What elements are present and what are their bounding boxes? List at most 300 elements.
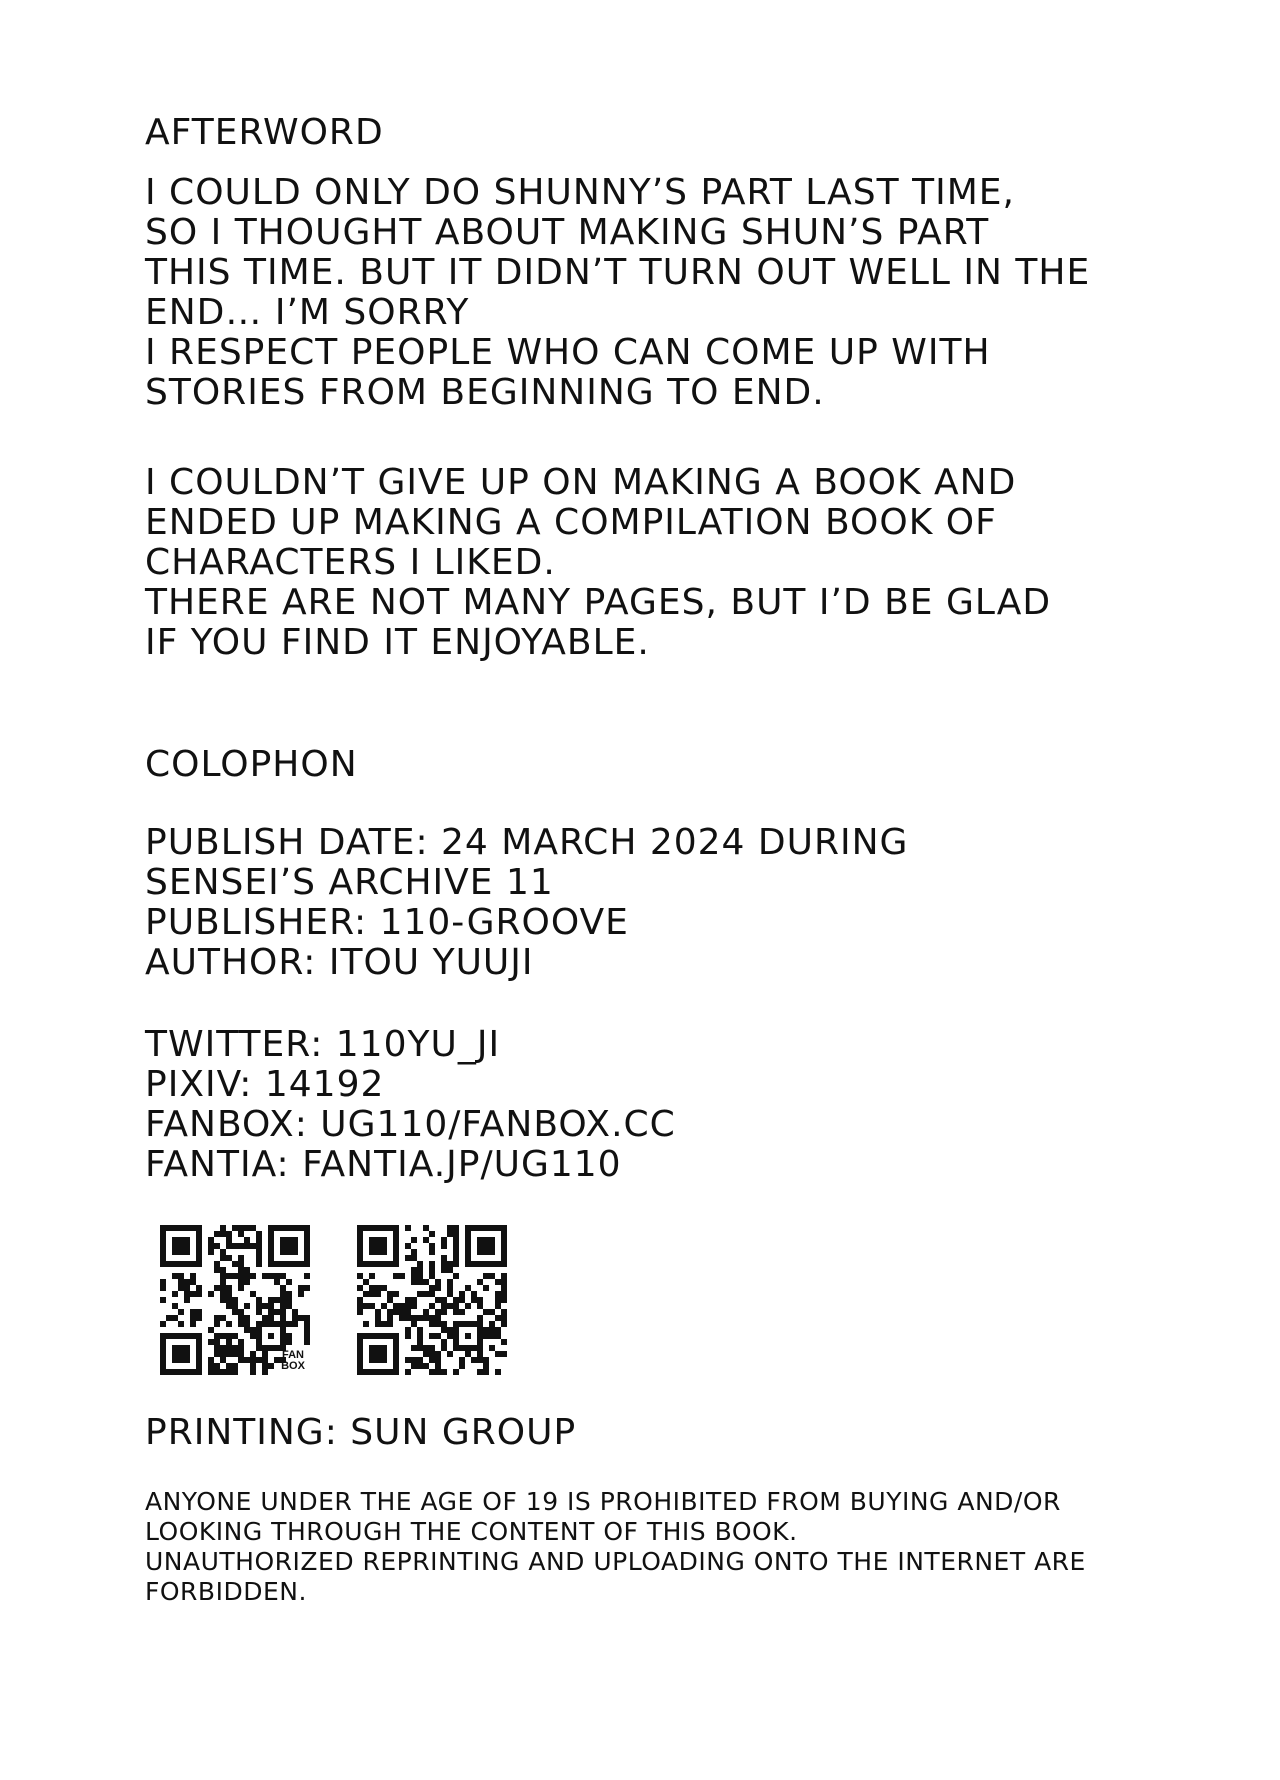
qr-module	[447, 1231, 453, 1237]
qr-module	[357, 1231, 363, 1237]
qr-module	[250, 1369, 256, 1375]
qr-module	[453, 1369, 459, 1375]
qr-module	[244, 1225, 250, 1231]
qr-module	[465, 1243, 471, 1249]
qr-module	[178, 1225, 184, 1231]
qr-module	[465, 1321, 471, 1327]
qr-module	[435, 1369, 441, 1375]
qr-module	[292, 1225, 298, 1231]
qr-module	[393, 1369, 399, 1375]
qr-module	[375, 1333, 381, 1339]
qr-module	[268, 1297, 274, 1303]
qr-module	[178, 1351, 184, 1357]
qr-module	[489, 1333, 495, 1339]
qr-module	[465, 1285, 471, 1291]
qr-module	[357, 1303, 363, 1309]
qr-module	[160, 1351, 166, 1357]
qr-module	[226, 1369, 232, 1375]
qr-module	[453, 1249, 459, 1255]
qr-module	[369, 1225, 375, 1231]
qr-module	[214, 1333, 220, 1339]
qr-module	[166, 1369, 172, 1375]
qr-module	[172, 1357, 178, 1363]
qr-module	[441, 1255, 447, 1261]
qr-module	[411, 1267, 417, 1273]
qr-module	[357, 1351, 363, 1357]
qr-module	[471, 1321, 477, 1327]
qr-module	[244, 1321, 250, 1327]
qr-module	[292, 1261, 298, 1267]
qr-module	[393, 1309, 399, 1315]
qr-module	[250, 1327, 256, 1333]
qr-module	[369, 1369, 375, 1375]
qr-module	[363, 1261, 369, 1267]
qr-module	[232, 1333, 238, 1339]
qr-module	[238, 1231, 244, 1237]
qr-module	[435, 1351, 441, 1357]
qr-module	[184, 1357, 190, 1363]
qr-module	[429, 1285, 435, 1291]
qr-module	[172, 1303, 178, 1309]
qr-module	[280, 1321, 286, 1327]
qr-module	[304, 1231, 310, 1237]
qr-module	[298, 1315, 304, 1321]
qr-module	[220, 1351, 226, 1357]
qr-module	[501, 1237, 507, 1243]
qr-module	[477, 1243, 483, 1249]
qr-module	[399, 1309, 405, 1315]
qr-module	[250, 1363, 256, 1369]
qr-module	[268, 1255, 274, 1261]
qr-module	[226, 1231, 232, 1237]
qr-module	[435, 1279, 441, 1285]
qr-module	[190, 1273, 196, 1279]
link-line: TWITTER: 110YU_JI	[145, 1024, 501, 1065]
qr-module	[274, 1321, 280, 1327]
qr-module	[483, 1273, 489, 1279]
qr-module	[411, 1357, 417, 1363]
qr-module	[214, 1261, 220, 1267]
qr-module	[423, 1315, 429, 1321]
qr-module	[477, 1279, 483, 1285]
qr-module	[501, 1273, 507, 1279]
qr-module	[471, 1261, 477, 1267]
qr-module	[214, 1285, 220, 1291]
afterword-line: THIS TIME. BUT IT DIDN’T TURN OUT WELL IN THE	[145, 252, 1091, 293]
link-line: FANBOX: UG110/FANBOX.CC	[145, 1104, 676, 1145]
qr-module	[363, 1369, 369, 1375]
qr-module	[393, 1231, 399, 1237]
qr-module	[160, 1261, 166, 1267]
qr-module	[417, 1273, 423, 1279]
qr-module	[226, 1243, 232, 1249]
qr-module	[495, 1291, 501, 1297]
qr-module	[471, 1345, 477, 1351]
qr-module	[178, 1369, 184, 1375]
qr-module	[423, 1291, 429, 1297]
qr-module	[447, 1351, 453, 1357]
qr-module	[262, 1357, 268, 1363]
qr-module	[208, 1363, 214, 1369]
qr-module	[453, 1321, 459, 1327]
qr-module	[244, 1237, 250, 1243]
qr-module	[405, 1327, 411, 1333]
qr-module	[495, 1297, 501, 1303]
qr-module	[465, 1351, 471, 1357]
link-line: FANTIA: FANTIA.JP/UG110	[145, 1144, 622, 1185]
qr-module	[220, 1225, 226, 1231]
qr-module	[411, 1363, 417, 1369]
qr-module	[280, 1327, 286, 1333]
qr-module	[280, 1309, 286, 1315]
qr-module	[441, 1327, 447, 1333]
qr-module	[411, 1303, 417, 1309]
qr-module	[196, 1225, 202, 1231]
qr-module	[405, 1225, 411, 1231]
publish-info-line: SENSEI’S ARCHIVE 11	[145, 862, 554, 903]
qr-module	[369, 1243, 375, 1249]
qr-module	[208, 1249, 214, 1255]
qr-module	[268, 1321, 274, 1327]
qr-module	[369, 1303, 375, 1309]
qr-module	[220, 1285, 226, 1291]
qr-module	[465, 1231, 471, 1237]
qr-module	[286, 1249, 292, 1255]
qr-module	[268, 1249, 274, 1255]
qr-module	[232, 1303, 238, 1309]
qr-module	[268, 1309, 274, 1315]
qr-module	[459, 1309, 465, 1315]
qr-module	[393, 1333, 399, 1339]
qr-module	[172, 1315, 178, 1321]
qr-module	[423, 1363, 429, 1369]
qr-module	[184, 1249, 190, 1255]
qr-module	[417, 1267, 423, 1273]
qr-module	[184, 1261, 190, 1267]
qr-module	[435, 1333, 441, 1339]
qr-module	[423, 1351, 429, 1357]
qr-module	[357, 1345, 363, 1351]
qr-module	[453, 1333, 459, 1339]
qr-module	[495, 1327, 501, 1333]
qr-module	[244, 1279, 250, 1285]
qr-module	[274, 1225, 280, 1231]
qr-module	[489, 1225, 495, 1231]
qr-module	[369, 1237, 375, 1243]
qr-module	[447, 1261, 453, 1267]
qr-module	[447, 1279, 453, 1285]
qr-module	[298, 1291, 304, 1297]
afterword-line: SO I THOUGHT ABOUT MAKING SHUN’S PART	[145, 212, 990, 253]
qr-module	[280, 1261, 286, 1267]
qr-module	[483, 1369, 489, 1375]
qr-module	[411, 1255, 417, 1261]
qr-module	[196, 1309, 202, 1315]
afterword-line: ENDED UP MAKING A COMPILATION BOOK OF	[145, 502, 997, 543]
qr-module	[495, 1303, 501, 1309]
qr-module	[477, 1345, 483, 1351]
qr-module	[405, 1297, 411, 1303]
qr-module	[495, 1333, 501, 1339]
qr-module	[405, 1369, 411, 1375]
qr-module	[226, 1321, 232, 1327]
qr-module	[256, 1261, 262, 1267]
qr-module	[447, 1285, 453, 1291]
qr-module	[393, 1303, 399, 1309]
qr-module	[489, 1237, 495, 1243]
qr-module	[172, 1261, 178, 1267]
qr-module	[268, 1333, 274, 1339]
qr-module	[465, 1237, 471, 1243]
qr-module	[375, 1321, 381, 1327]
qr-module	[286, 1333, 292, 1339]
qr-module	[375, 1285, 381, 1291]
qr-module	[286, 1291, 292, 1297]
qr-module	[381, 1243, 387, 1249]
qr-module	[423, 1279, 429, 1285]
qr-module	[280, 1243, 286, 1249]
qr-module	[501, 1243, 507, 1249]
qr-module	[190, 1369, 196, 1375]
qr-module	[262, 1363, 268, 1369]
qr-module	[184, 1285, 190, 1291]
qr-module	[298, 1261, 304, 1267]
qr-module	[304, 1237, 310, 1243]
afterword-line: STORIES FROM BEGINNING TO END.	[145, 372, 825, 413]
qr-module	[501, 1291, 507, 1297]
qr-module	[393, 1255, 399, 1261]
qr-module	[160, 1279, 166, 1285]
qr-module	[369, 1351, 375, 1357]
qr-module	[286, 1237, 292, 1243]
qr-module	[429, 1345, 435, 1351]
qr-module	[196, 1255, 202, 1261]
qr-module	[411, 1279, 417, 1285]
qr-module	[232, 1225, 238, 1231]
qr-module	[286, 1261, 292, 1267]
qr-module	[268, 1315, 274, 1321]
qr-module	[417, 1357, 423, 1363]
qr-module	[453, 1345, 459, 1351]
fanbox-label	[278, 1350, 308, 1372]
qr-module	[190, 1309, 196, 1315]
qr-module	[268, 1273, 274, 1279]
qr-module	[447, 1225, 453, 1231]
afterword-line: I COULD ONLY DO SHUNNY’S PART LAST TIME,	[145, 172, 1015, 213]
qr-module	[178, 1243, 184, 1249]
qr-module	[244, 1357, 250, 1363]
qr-module	[435, 1357, 441, 1363]
qr-module	[483, 1225, 489, 1231]
qr-module	[483, 1333, 489, 1339]
qr-module	[489, 1309, 495, 1315]
qr-module	[196, 1333, 202, 1339]
qr-module	[357, 1339, 363, 1345]
qr-module	[220, 1267, 226, 1273]
afterword-line: END… I’M SORRY	[145, 292, 470, 333]
qr-module	[172, 1369, 178, 1375]
qr-module	[489, 1249, 495, 1255]
qr-module	[160, 1345, 166, 1351]
qr-module	[405, 1309, 411, 1315]
qr-module	[495, 1279, 501, 1285]
qr-module	[280, 1273, 286, 1279]
qr-module	[292, 1249, 298, 1255]
qr-module	[393, 1273, 399, 1279]
qr-module	[417, 1291, 423, 1297]
qr-module	[262, 1303, 268, 1309]
link-line: PIXIV: 14192	[145, 1064, 385, 1105]
publish-info-line: AUTHOR: ITOU YUUJI	[145, 942, 534, 983]
qr-module	[214, 1369, 220, 1375]
qr-module	[280, 1249, 286, 1255]
qr-module	[417, 1339, 423, 1345]
qr-module	[435, 1309, 441, 1315]
qr-module	[238, 1285, 244, 1291]
qr-module	[178, 1345, 184, 1351]
qr-module	[435, 1315, 441, 1321]
qr-module	[363, 1225, 369, 1231]
qr-module	[178, 1261, 184, 1267]
qr-module	[262, 1273, 268, 1279]
qr-module	[184, 1225, 190, 1231]
qr-module	[357, 1273, 363, 1279]
qr-module	[166, 1225, 172, 1231]
qr-module	[393, 1363, 399, 1369]
qr-module	[465, 1345, 471, 1351]
qr-module	[250, 1357, 256, 1363]
qr-module	[375, 1261, 381, 1267]
qr-module	[453, 1255, 459, 1261]
qr-module	[232, 1345, 238, 1351]
qr-module	[357, 1309, 363, 1315]
qr-module	[495, 1225, 501, 1231]
qr-module	[160, 1225, 166, 1231]
qr-module	[375, 1357, 381, 1363]
qr-module	[298, 1225, 304, 1231]
qr-module	[196, 1285, 202, 1291]
qr-module	[483, 1363, 489, 1369]
afterword-line: I COULDN’T GIVE UP ON MAKING A BOOK AND	[145, 462, 1017, 503]
qr-module	[244, 1315, 250, 1321]
qr-module	[226, 1273, 232, 1279]
qr-module	[453, 1309, 459, 1315]
qr-module	[393, 1249, 399, 1255]
qr-module	[393, 1351, 399, 1357]
qr-module	[399, 1315, 405, 1321]
qr-module	[274, 1261, 280, 1267]
qr-module	[363, 1279, 369, 1285]
qr-module	[172, 1225, 178, 1231]
qr-module	[471, 1291, 477, 1297]
qr-module	[477, 1351, 483, 1357]
qr-module	[238, 1315, 244, 1321]
qr-module	[483, 1327, 489, 1333]
qr-module	[357, 1363, 363, 1369]
qr-module	[190, 1261, 196, 1267]
qr-module	[495, 1261, 501, 1267]
notice-line: FORBIDDEN.	[145, 1577, 307, 1606]
qr-module	[417, 1345, 423, 1351]
qr-module	[357, 1357, 363, 1363]
qr-module	[483, 1237, 489, 1243]
qr-module	[184, 1279, 190, 1285]
qr-module	[232, 1363, 238, 1369]
qr-module	[459, 1357, 465, 1363]
qr-module	[393, 1243, 399, 1249]
qr-module	[256, 1357, 262, 1363]
qr-module	[429, 1273, 435, 1279]
qr-module	[459, 1291, 465, 1297]
qr-module	[363, 1291, 369, 1297]
qr-module	[196, 1237, 202, 1243]
qr-module	[280, 1297, 286, 1303]
qr-module	[477, 1357, 483, 1363]
qr-module	[435, 1297, 441, 1303]
qr-module	[465, 1249, 471, 1255]
qr-module	[220, 1333, 226, 1339]
qr-module	[411, 1297, 417, 1303]
qr-module	[160, 1285, 166, 1291]
qr-module	[423, 1237, 429, 1243]
qr-module	[429, 1321, 435, 1327]
qr-module	[214, 1351, 220, 1357]
qr-module	[453, 1243, 459, 1249]
qr-module	[268, 1237, 274, 1243]
qr-module	[172, 1249, 178, 1255]
qr-module	[465, 1303, 471, 1309]
qr-module	[459, 1297, 465, 1303]
qr-module	[238, 1357, 244, 1363]
qr-module	[429, 1231, 435, 1237]
qr-module	[423, 1309, 429, 1315]
qr-module	[160, 1357, 166, 1363]
qr-module	[220, 1273, 226, 1279]
qr-module	[381, 1237, 387, 1243]
qr-module	[166, 1315, 172, 1321]
qr-module	[286, 1243, 292, 1249]
qr-module	[417, 1261, 423, 1267]
qr-module	[465, 1225, 471, 1231]
qr-module	[411, 1315, 417, 1321]
qr-module	[238, 1261, 244, 1267]
qr-module	[214, 1363, 220, 1369]
qr-module	[160, 1243, 166, 1249]
qr-module	[226, 1351, 232, 1357]
qr-module	[208, 1357, 214, 1363]
qr-module	[298, 1285, 304, 1291]
qr-module	[495, 1351, 501, 1357]
qr-module	[184, 1351, 190, 1357]
qr-module	[250, 1273, 256, 1279]
qr-module	[411, 1237, 417, 1243]
qr-module	[423, 1225, 429, 1231]
qr-module	[501, 1351, 507, 1357]
qr-module	[226, 1255, 232, 1261]
qr-module	[190, 1321, 196, 1327]
qr-module	[477, 1369, 483, 1375]
qr-module	[429, 1333, 435, 1339]
qr-module	[250, 1243, 256, 1249]
qr-code-icon	[357, 1225, 507, 1375]
qr-module	[477, 1249, 483, 1255]
qr-module	[208, 1243, 214, 1249]
qr-module	[250, 1351, 256, 1357]
qr-module	[256, 1309, 262, 1315]
qr-module	[184, 1243, 190, 1249]
qr-module	[286, 1321, 292, 1327]
qr-module	[304, 1255, 310, 1261]
